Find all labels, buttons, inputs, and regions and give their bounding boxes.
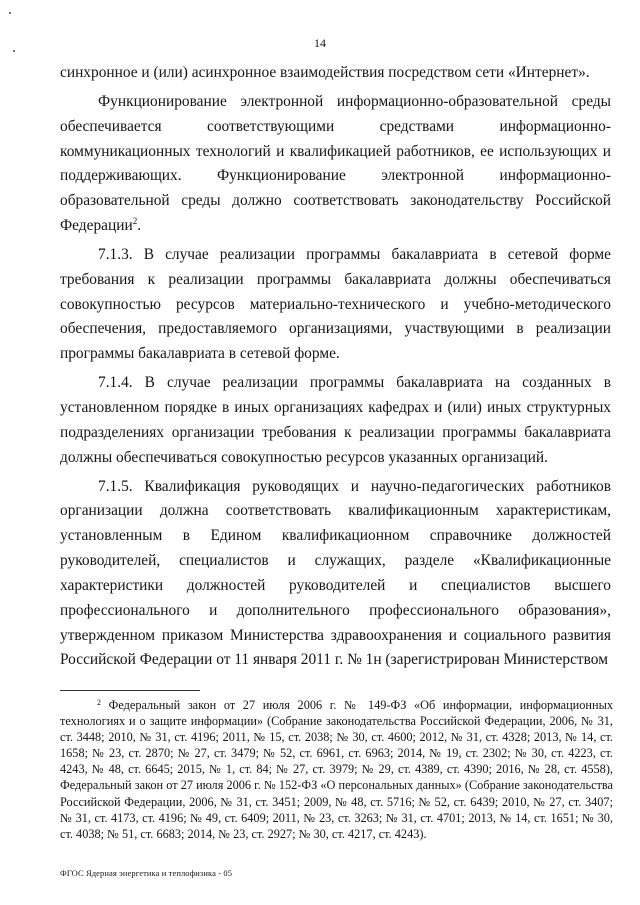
scan-speck — [9, 12, 11, 14]
paragraph-7-1-4: 7.1.4. В случае реализации программы бакалавриата на созданных в установленном порядке в иных организациях кафедрах и (или) иных структурных подразделениях организации требования к реализации программы бакалавриата должны обеспечиваться совокупностью ресурсов указанных организаций. — [60, 374, 611, 466]
footnote-separator — [60, 690, 200, 691]
paragraph-eios — [60, 90, 611, 239]
page-footer: ФГОС Ядерная энергетика и теплофизика - 05 — [60, 868, 233, 878]
footnote — [60, 697, 613, 842]
footnote-marker: 2 — [97, 698, 101, 707]
paragraph-eios-text: Функционирование электронной информационно-образовательной среды обеспечивается соответствующими средствами информационно-коммуникационных технологий и квалификацией работников, ее использующих и поддерживающих. Функционирование электронной информационно-образовательной среды должно соответствовать законодательству Российской Федерации — [60, 92, 611, 235]
paragraph-eios-end: . — [137, 217, 142, 235]
paragraph-7-1-3: 7.1.3. В случае реализации программы бакалавриата в сетевой форме требования к реализации программы бакалавриата должны обеспечиваться совокупностью ресурсов материально-технического и учебно-методического обеспечения, предоставляемого организациями, участвующими в реализации программы бакалавриата в сетевой форме. — [60, 245, 611, 363]
page-number: 14 — [314, 36, 326, 50]
paragraph-7-1-5: 7.1.5. Квалификация руководящих и научно-педагогических работников организации должна соответствовать квалификационным характеристикам, установленным в Едином квалификационном справочнике должностей руководителей, специалистов и служащих, разделе «Квалификационные характеристики должностей руководителей и специалистов высшего профессионального и дополнительного профессионального образования», утвержденном приказом Министерства здравоохранения и социального развития Российской Федерации от 11 января 2011 г. № 1н (зарегистрирован Министерством — [60, 477, 611, 669]
body-text — [60, 61, 611, 673]
footnote-reference: 2 — [132, 216, 138, 227]
footnote-text: Федеральный закон от 27 июля 2006 г. № 149-ФЗ «Об информации, информационных технологиях и о защите информации» (Собрание законодательства Российской Федерации, 2006, № 31, ст. 3448; 2010, № 31, ст. 4196; 2011, № 15, ст. 2038; № 30, ст. 4600; 2012, № 31, ст. 4328; 2013, № 14, ст. 1658; № 23, ст. 2870; № 27, ст. 3479; № 52, ст. 6961, ст. 6963; 2014, № 19, ст. 2302; № 30, ст. 4223, ст. 4243, № 48, ст. 6645; 2015, № 1, ст. 84; № 27, ст. 3979; № 29, ст. 4389, ст. 4390; 2016, № 28, ст. 4558), Федеральный закон от 27 июля 2006 г. № 152-ФЗ «О персональных данных» (Собрание законодательства Российской Федерации, 2006, № 31, ст. 3451; 2009, № 48, ст. 5716; № 52, ст. 6439; 2010, № 27, ст. 3407; № 31, ст. 4173, ст. 4196; № 49, ст. 6409; 2011, № 23, ст. 3263; № 31, ст. 4701; 2013, № 14, ст. 1651; № 30, ст. 4038; № 51, ст. 6683; 2014, № 23, ст. 2927; № 30, ст. 4217, ст. 4243). — [60, 698, 613, 841]
paragraph-continuation: синхронное и (или) асинхронное взаимодействия посредством сети «Интернет». — [60, 64, 590, 81]
